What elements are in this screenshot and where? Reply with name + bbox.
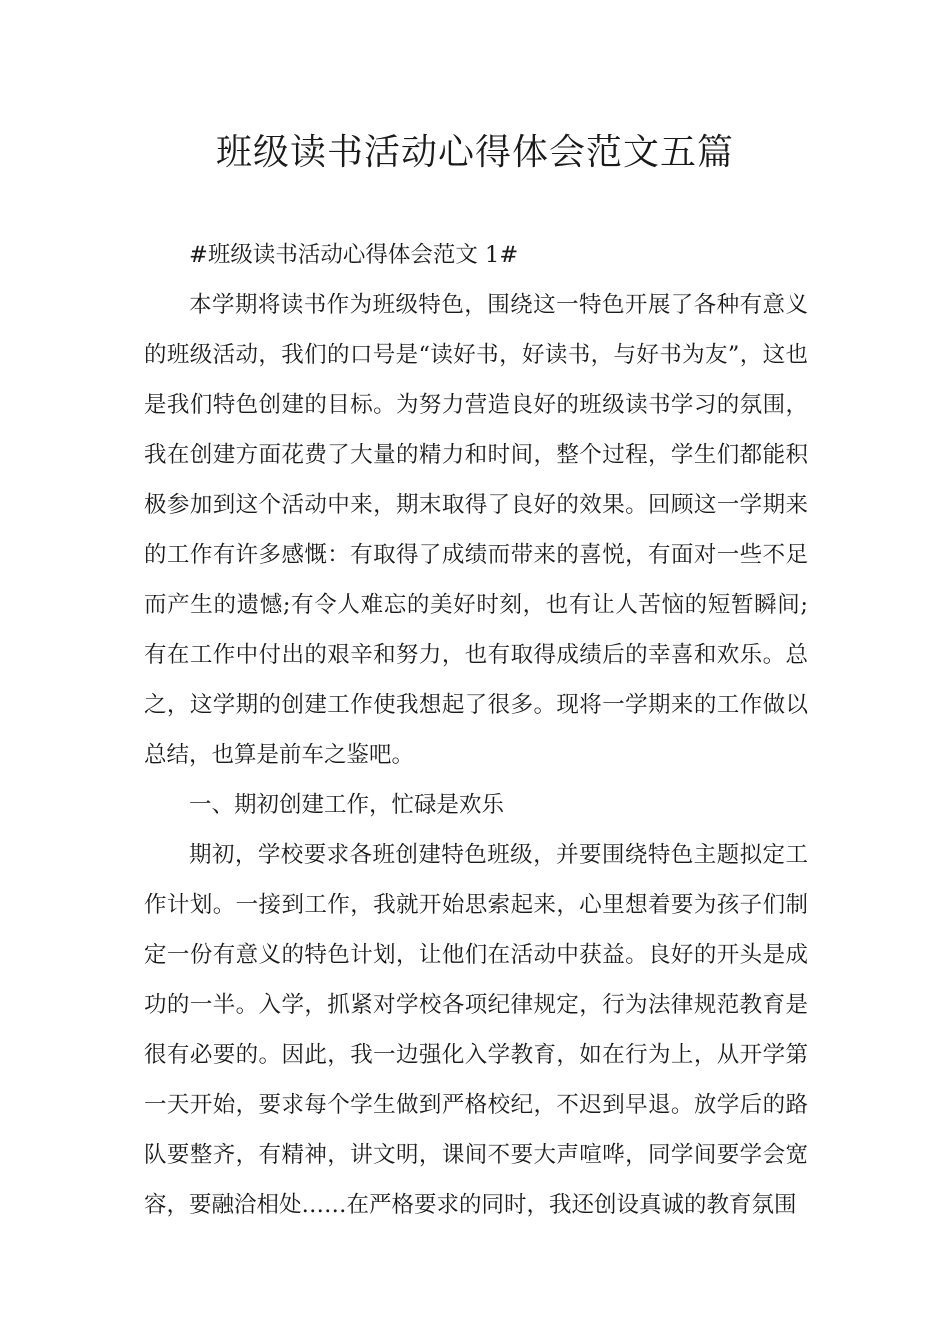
document-body: [144, 230, 808, 1230]
document-title: 班级读书活动心得体会范文五篇: [215, 132, 734, 173]
subsection-heading: 一、期初创建工作，忙碌是欢乐: [189, 792, 505, 818]
body-paragraph: 本学期将读书作为班级特色，围绕这一特色开展了各种有意义的班级活动，我们的口号是“读好书，好读书，与好书为友”，这也是我们特色创建的目标。为努力营造良好的班级读书学习的氛围，我在创建方面花费了大量的精力和时间，整个过程，学生们都能积极参加到这个活动中来，期末取得了良好的效果。回顾这一学期来的工作有许多感慨：有取得了成绩而带来的喜悦，有面对一些不足而产生的遗憾;有令人难忘的美好时刻，也有让人苦恼的短暂瞬间;有在工作中付出的艰辛和努力，也有取得成绩后的幸喜和欢乐。总之，这学期的创建工作使我想起了很多。现将一学期来的工作做以总结，也算是前车之鉴吧。: [144, 292, 808, 768]
body-paragraph: 期初，学校要求各班创建特色班级，并要围绕特色主题拟定工作计划。一接到工作，我就开始思索起来，心里想着要为孩子们制定一份有意义的特色计划，让他们在活动中获益。良好的开头是成功的一半。入学，抓紧对学校各项纪律规定，行为法律规范教育是很有必要的。因此，我一边强化入学教育，如在行为上，从开学第一天开始，要求每个学生做到严格校纪，不迟到早退。放学后的路队要整齐，有精神，讲文明，课间不要大声喧哗，同学间要学会宽容，要融洽相处……在严格要求的同时，我还创设真诚的教育氛围: [144, 842, 808, 1218]
section-heading-1: #班级读书活动心得体会范文 1#: [189, 242, 519, 268]
